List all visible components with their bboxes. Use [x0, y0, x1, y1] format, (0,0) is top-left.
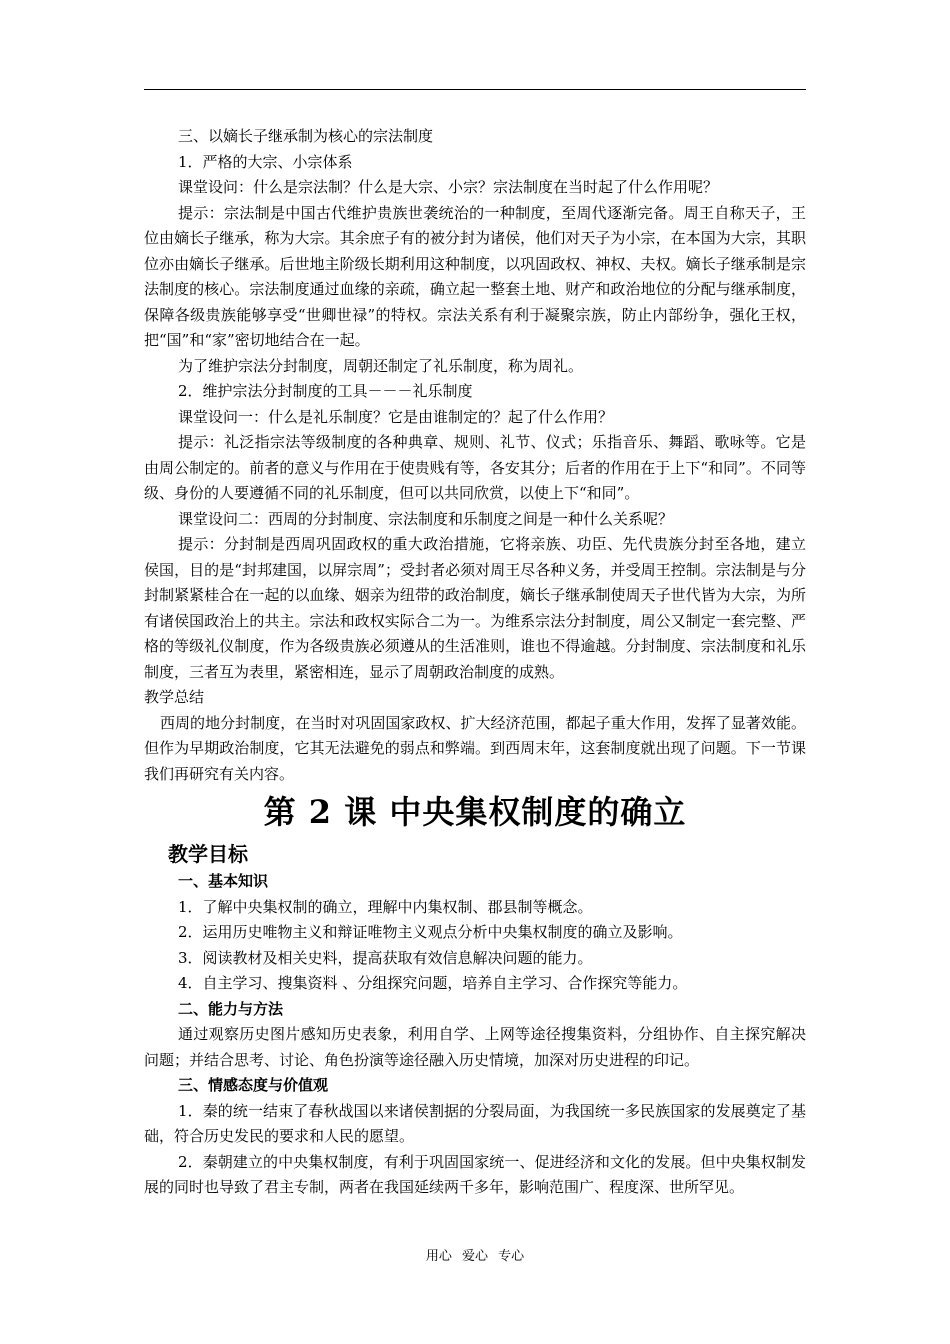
- class-question: 课堂设问：什么是宗法制？什么是大宗、小宗？宗法制度在当时起了什么作用呢？: [178, 178, 719, 196]
- list-item: 2．秦朝建立的中央集权制度，有利于巩固国家统一、促进经济和文化的发展。但中央集权制发展的同时也导致了君主专制，两者在我国延续两千多年，影响范围广、程度深、世所罕见。: [144, 1152, 806, 1196]
- list-item: 1．秦的统一结束了春秋战国以来诸侯割据的分裂局面，为我国统一多民族国家的发展奠定了基础，符合历史发民的要求和人民的愿望。: [144, 1101, 806, 1145]
- section-heading: 三、以嫡长子继承制为核心的宗法制度: [178, 127, 434, 145]
- basic-knowledge-heading: 一、基本知识: [178, 872, 269, 890]
- class-question: 课堂设问二：西周的分封制度、宗法制度和乐制度之间是一种什么关系呢？: [178, 509, 674, 528]
- values-heading: 三、情感态度与价值观: [178, 1076, 329, 1094]
- subsection-heading: 2．维护宗法分封制度的工具－－－礼乐制度: [178, 382, 473, 400]
- goals-title: 教学目标: [168, 842, 248, 866]
- ability-heading: 二、能力与方法: [178, 999, 284, 1018]
- list-item: 1．了解中央集权制的确立，理解中内集权制、郡县制等概念。: [178, 897, 593, 916]
- page-footer: 用心 爱心 专心: [425, 1249, 525, 1264]
- ability-paragraph: 通过观察历史图片感知历史表象，利用自学、上网等途径搜集资料，分组协作、自主探究解决问题；并结合思考、讨论、角色扮演等途径融入历史情境，加深对历史进程的印记。: [144, 1025, 806, 1069]
- hint-paragraph: 提示：宗法制是中国古代维护贵族世袭统治的一种制度，至周代逐渐完备。周王自称天子，王位由嫡长子继承，称为大宗。其余庶子有的被分封为诸侯，他们对天子为小宗，在本国为大宗，其职位亦由嫡长子继承。后世地主阶级长期利用这种制度，以巩固政权、神权、夫权。嫡长子继承制是宗法制度的核心。宗法制度通过血缘的亲疏，确立起一整套土地、财产和政治地位的分配与继承制度，保障各级贵族能够享受“世卿世禄”的特权。宗法关系有利于凝聚宗族，防止内部纷争，强化王权，把“国”和“家”密切地结合在一起。: [144, 203, 806, 349]
- summary-paragraph: 西周的地分封制度，在当时对巩固国家政权、扩大经济范围，都起子重大作用，发挥了显著效能。但作为早期政治制度，它其无法避免的弱点和弊端。到西周末年，这套制度就出现了问题。下一节课我们再研究有关内容。: [144, 713, 806, 783]
- document-body: [144, 124, 806, 1201]
- header-rule: [144, 89, 806, 90]
- class-question: 课堂设问一：什么是礼乐制度？它是由谁制定的？起了什么作用？: [178, 407, 614, 426]
- lesson-title: 第 2 课 中央集权制度的确立: [263, 793, 687, 831]
- summary-heading: 教学总结: [144, 688, 205, 706]
- hint-paragraph: 提示：分封制是西周巩固政权的重大政治措施，它将亲族、功臣、先代贵族分封至各地，建立侯国，目的是“封邦建国，以屏宗周”；受封者必须对周王尽各种义务，并受周王控制。宗法制是与分封制紧紧桂合在一起的以血缘、姻亲为纽带的政治制度，嫡长子继承制使周天子世代皆为大宗，为所有诸侯国政治上的共主。宗法和政权实际合二为一。为维系宗法分封制度，周公又制定一套完整、严格的等级礼仪制度，作为各级贵族必须遵从的生活准则，谁也不得逾越。分封制度、宗法制度和礼乐制度，三者互为表里，紧密相连，显示了周朝政治制度的成熟。: [144, 535, 806, 681]
- list-item: 4．自主学习、搜集资料 、分组探究问题，培养自主学习、合作探究等能力。: [178, 974, 688, 992]
- hint-paragraph: 提示：礼泛指宗法等级制度的各种典章、规则、礼节、仪式；乐指音乐、舞蹈、歌咏等。它是由周公制定的。前者的意义与作用在于使贵贱有等，各安其分；后者的作用在于上下“和同”。不同等级、身份的人要遵循不同的礼乐制度，但可以共同欣赏，以使上下“和同”。: [144, 433, 806, 502]
- list-item: 2．运用历史唯物主义和辩证唯物主义观点分析中央集权制度的确立及影响。: [178, 923, 683, 941]
- paragraph: 为了维护宗法分封制度，周朝还制定了礼乐制度，称为周礼。: [178, 356, 584, 375]
- subsection-heading: 1．严格的大宗、小宗体系: [178, 152, 353, 171]
- list-item: 3．阅读教材及相关史料，提高获取有效信息解决问题的能力。: [178, 948, 593, 967]
